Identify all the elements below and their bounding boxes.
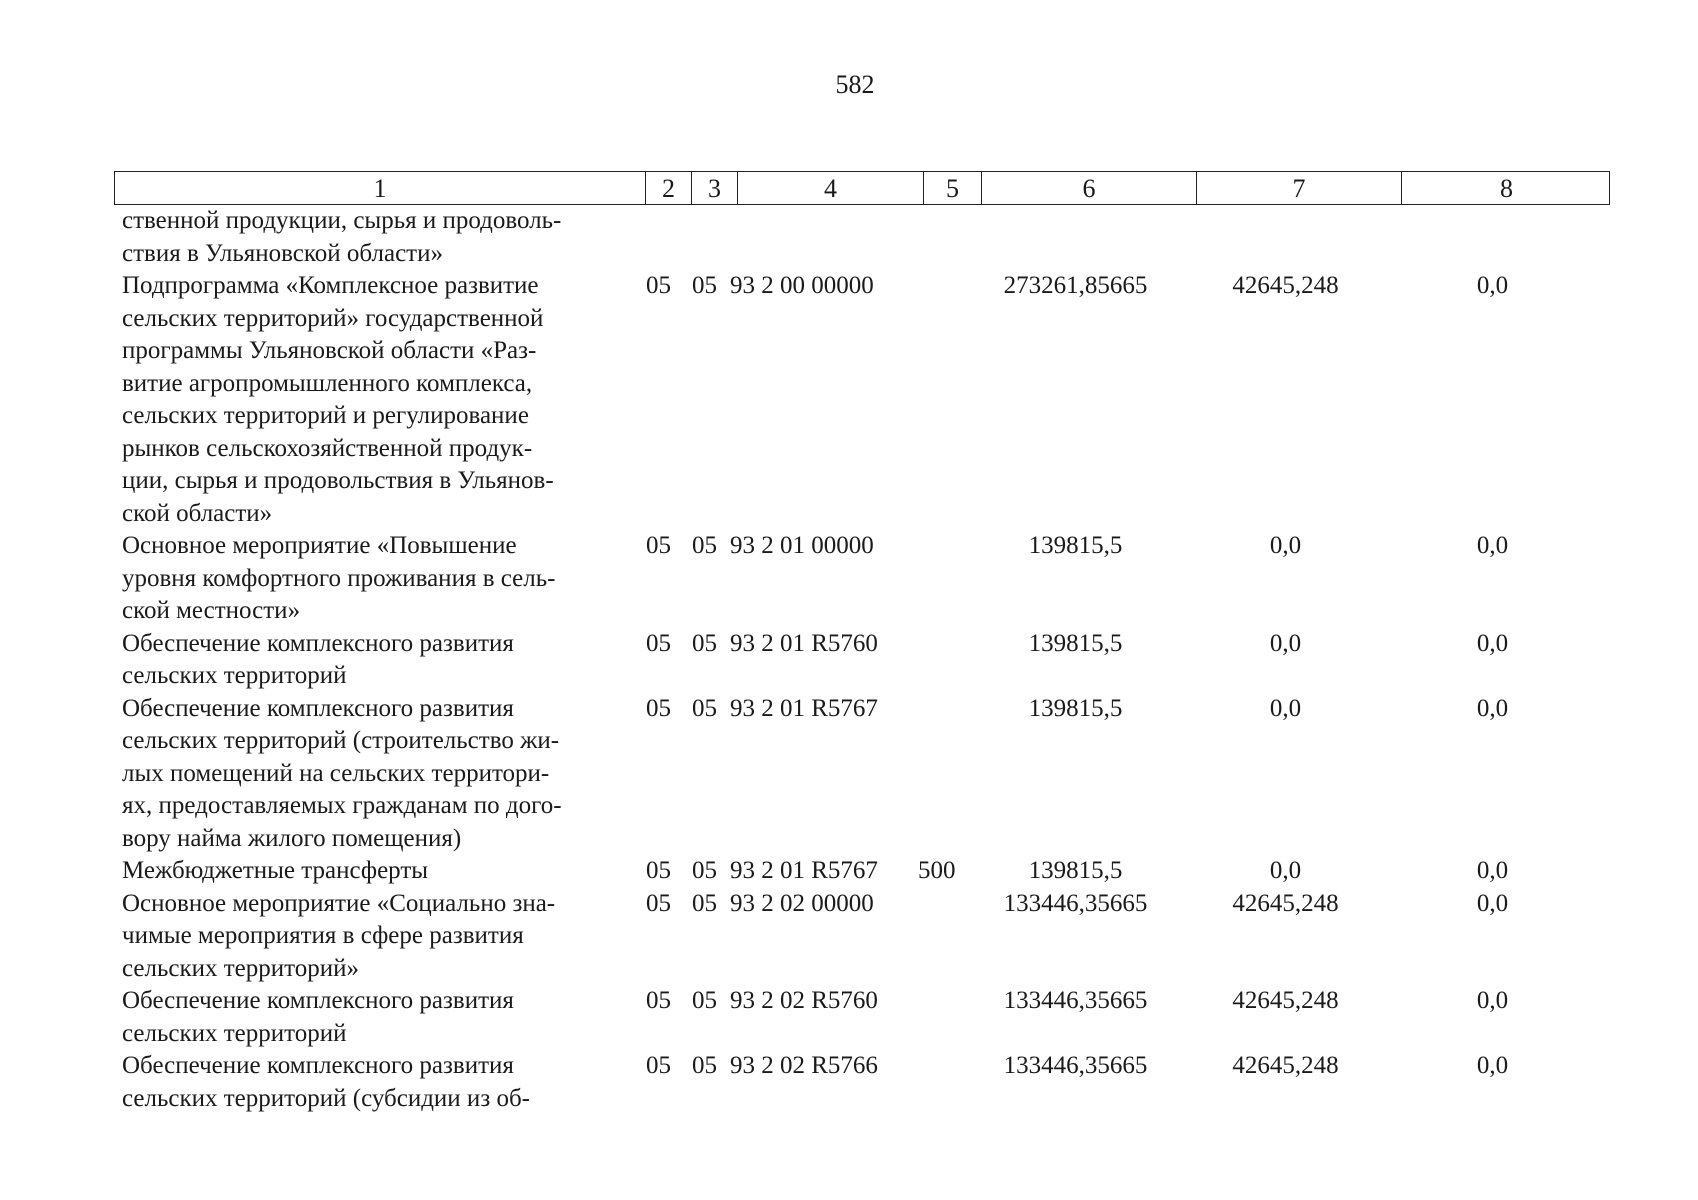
- header-col-8: 8: [1500, 174, 1513, 203]
- row-value-7: 42645,248: [1232, 1052, 1339, 1079]
- row-name-line: рынков сельскохозяйственной продук-: [122, 434, 533, 462]
- row-value-7: 42645,248: [1232, 987, 1339, 1014]
- page-number: 582: [835, 70, 875, 99]
- table-row: [122, 888, 1610, 986]
- row-vr: [910, 270, 968, 530]
- row-name-line: ствия в Ульяновской области»: [122, 239, 443, 267]
- row-value-6: 139815,5: [1028, 857, 1123, 884]
- table-row: [122, 855, 1610, 888]
- row-name: [122, 205, 632, 270]
- row-name-line: ственной продукции, сырья и продоволь-: [122, 207, 562, 234]
- row-vr: [910, 628, 968, 693]
- row-name-line: программы Ульяновской области «Раз-: [122, 337, 537, 364]
- row-name-line: ской местности»: [122, 597, 301, 624]
- row-name-line: Обеспечение комплексного развития: [122, 987, 514, 1014]
- row-name-line: сельских территорий (строительство жи-: [122, 727, 560, 754]
- header-col-6: 6: [982, 172, 1197, 204]
- header-col-1: 1: [115, 172, 646, 204]
- row-value-7: 42645,248: [1232, 889, 1339, 917]
- row-pr: 05: [692, 629, 717, 657]
- row-value-6: 133446,35665: [1003, 1052, 1148, 1079]
- row-pr: 05: [692, 987, 717, 1014]
- row-csr: 93 2 02 R5760: [730, 987, 878, 1014]
- row-rz: [632, 205, 678, 270]
- row-value-8: 0,0: [1476, 272, 1509, 299]
- row-name-line: уровня комфортного проживания в сель-: [122, 564, 556, 592]
- row-value-6: 133446,35665: [1003, 987, 1148, 1014]
- row-name-line: вору найма жилого помещения): [122, 824, 462, 852]
- row-csr: 93 2 00 00000: [730, 272, 874, 299]
- row-name-line: Обеспечение комплексного развития: [122, 1052, 514, 1079]
- row-csr: 93 2 01 00000: [730, 532, 874, 559]
- row-csr: 93 2 02 00000: [730, 889, 874, 917]
- row-csr: 93 2 01 R5767: [730, 857, 878, 884]
- row-value-7: [1183, 205, 1388, 270]
- row-vr: [910, 530, 968, 628]
- row-csr: 93 2 02 R5766: [730, 1052, 878, 1079]
- row-value-6: 139815,5: [1028, 694, 1123, 722]
- row-value-7: 0,0: [1269, 532, 1302, 559]
- row-rz: 05: [646, 629, 671, 657]
- row-value-6: 273261,85665: [1003, 272, 1148, 299]
- row-pr: 05: [692, 857, 717, 884]
- table-row: [122, 628, 1610, 693]
- row-value-7: 0,0: [1269, 694, 1302, 722]
- row-pr: 05: [692, 889, 717, 917]
- row-vr: [910, 985, 968, 1050]
- row-name: [122, 270, 632, 530]
- table-row: [122, 693, 1610, 856]
- row-vr: [910, 888, 968, 986]
- row-vr: [910, 693, 968, 856]
- table-header: [114, 171, 1610, 205]
- row-value-7: 0,0: [1269, 857, 1302, 884]
- row-vr: [910, 205, 968, 270]
- row-name-line: Обеспечение комплексного развития: [122, 694, 514, 722]
- row-value-8: 0,0: [1476, 629, 1509, 657]
- row-name: [122, 530, 632, 628]
- header-col-5: 5: [924, 172, 982, 204]
- row-pr: 05: [692, 272, 717, 299]
- table-row: [122, 985, 1610, 1050]
- row-value-6: 139815,5: [1028, 532, 1123, 559]
- row-csr: 93 2 01 R5767: [730, 694, 878, 722]
- row-rz: 05: [646, 889, 671, 917]
- row-pr: 05: [692, 1052, 717, 1079]
- row-name: [122, 888, 632, 986]
- row-rz: 05: [646, 532, 671, 559]
- row-value-8: 0,0: [1476, 1052, 1509, 1079]
- row-name-line: Межбюджетные трансферты: [122, 857, 429, 884]
- row-name-line: Обеспечение комплексного развития: [122, 629, 514, 657]
- row-name: [122, 693, 632, 856]
- row-csr: 93 2 01 R5760: [730, 629, 878, 657]
- row-value-8: [1388, 205, 1597, 270]
- row-value-6: 139815,5: [1028, 629, 1123, 657]
- header-col-7: 7: [1197, 172, 1402, 204]
- table-row: [122, 1050, 1610, 1115]
- row-name-line: Основное мероприятие «Социально зна-: [122, 889, 556, 917]
- row-name-line: сельских территорий»: [122, 954, 359, 982]
- row-name-line: сельских территорий: [122, 1019, 347, 1047]
- row-value-8: 0,0: [1476, 889, 1509, 917]
- row-name-line: витие агропромышленного комплекса,: [122, 369, 533, 397]
- table-row: [122, 270, 1610, 530]
- row-name-line: сельских территорий и регулирование: [122, 402, 529, 429]
- row-name-line: Основное мероприятие «Повышение: [122, 532, 517, 559]
- row-name-line: ции, сырья и продовольствия в Ульянов-: [122, 467, 554, 494]
- row-pr: 05: [692, 694, 717, 722]
- table-row: [122, 530, 1610, 628]
- row-name: [122, 1050, 632, 1115]
- row-value-6: [968, 205, 1183, 270]
- row-name: [122, 628, 632, 693]
- header-col-2: 2: [646, 172, 692, 204]
- header-col-3: 3: [692, 172, 738, 204]
- row-value-8: 0,0: [1476, 532, 1509, 559]
- row-vr: 500: [918, 857, 956, 884]
- row-name: [122, 985, 632, 1050]
- row-name-line: чимые мероприятия в сфере развития: [122, 922, 524, 949]
- table-row: [122, 205, 1610, 270]
- row-pr: [678, 205, 724, 270]
- row-rz: 05: [646, 272, 671, 299]
- row-name-line: Подпрограмма «Комплексное развитие: [122, 272, 539, 299]
- row-value-8: 0,0: [1476, 857, 1509, 884]
- row-value-6: 133446,35665: [1003, 889, 1148, 917]
- row-vr: [910, 1050, 968, 1115]
- row-name-line: ской области»: [122, 499, 273, 527]
- row-csr: [724, 205, 910, 270]
- row-rz: 05: [646, 857, 671, 884]
- row-rz: 05: [646, 987, 671, 1014]
- row-name: [122, 855, 632, 888]
- row-value-7: 0,0: [1269, 629, 1302, 657]
- row-rz: 05: [646, 694, 671, 722]
- row-name-line: лых помещений на сельских территори-: [122, 759, 550, 787]
- row-rz: 05: [646, 1052, 671, 1079]
- row-name-line: сельских территорий» государственной: [122, 304, 544, 332]
- row-name-line: сельских территорий (субсидии из об-: [122, 1084, 530, 1112]
- row-pr: 05: [692, 532, 717, 559]
- table-body: [122, 205, 1610, 1115]
- row-value-8: 0,0: [1476, 694, 1509, 722]
- row-name-line: сельских территорий: [122, 662, 347, 689]
- row-value-8: 0,0: [1476, 987, 1509, 1014]
- row-value-7: 42645,248: [1232, 272, 1339, 299]
- header-col-4: 4: [738, 172, 924, 204]
- row-name-line: ях, предоставляемых гражданам по дого-: [122, 792, 562, 819]
